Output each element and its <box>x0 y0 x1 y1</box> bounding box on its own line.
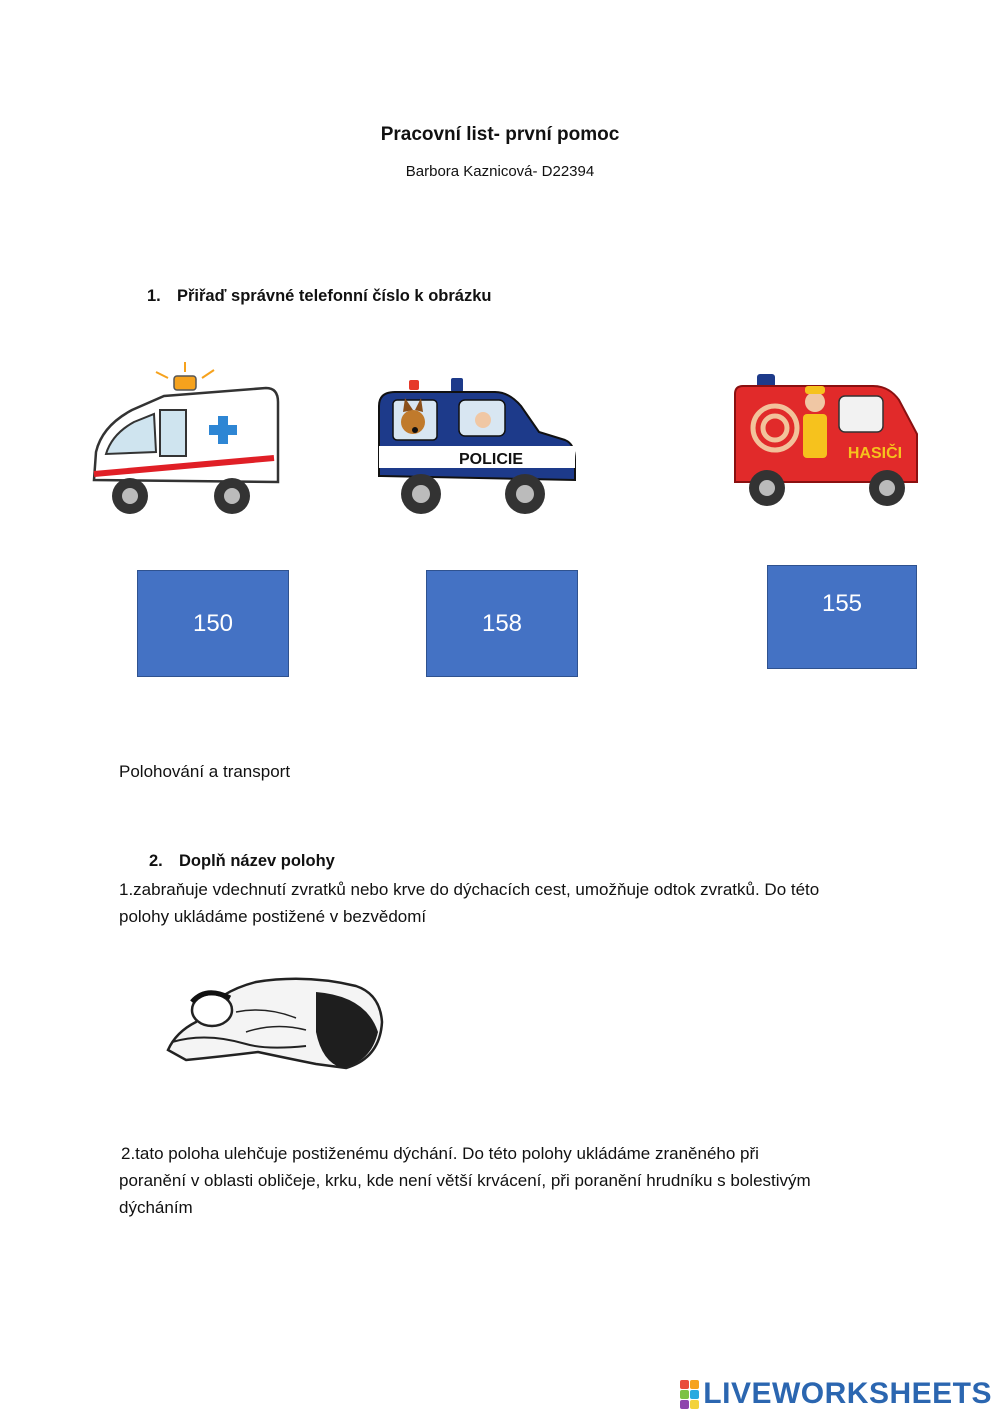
question-2-number: 2. <box>149 852 163 870</box>
police-car-image <box>375 376 580 518</box>
number-box-1[interactable]: 150 <box>137 570 289 677</box>
item-2-line: dýcháním <box>119 1198 193 1217</box>
question-1-heading <box>147 287 491 306</box>
question-2-heading <box>149 852 335 871</box>
page-title: Pracovní list- první pomoc <box>380 124 620 145</box>
item-2-line: 2.tato poloha ulehčuje postiženému dýchání. Do této polohy ukládáme zraněného při <box>121 1144 759 1163</box>
police-label: POLICIE <box>458 451 524 468</box>
question-1-number: 1. <box>147 287 161 305</box>
number-box-3[interactable]: 155 <box>767 565 917 669</box>
author-line: Barbora Kaznicová- D22394 <box>405 163 595 180</box>
fire-truck-image <box>733 372 921 508</box>
logo-text: LIVEWORKSHEETS <box>703 1377 992 1410</box>
question-2-text: Doplň název polohy <box>179 852 335 870</box>
item-1-description <box>119 876 919 930</box>
number-box-2[interactable]: 158 <box>426 570 578 677</box>
liveworksheets-logo <box>680 1377 992 1411</box>
item-2-line: poranění v oblasti obličeje, krku, kde není větší krvácení, při poranění hrudníku s bolestivým <box>119 1171 811 1190</box>
ambulance-light-icon <box>156 362 214 390</box>
ambulance-image <box>84 362 284 518</box>
item-1-line: polohy ukládáme postižené v bezvědomí <box>119 907 427 926</box>
item-2-description <box>119 1140 919 1221</box>
recovery-position-image <box>166 972 384 1072</box>
firefighter-icon <box>803 386 827 458</box>
fire-label: HASIČI <box>847 445 903 462</box>
logo-grid-icon <box>680 1380 699 1409</box>
question-1-text: Přiřaď správné telefonní číslo k obrázku <box>177 287 492 305</box>
item-1-line: 1.zabraňuje vdechnutí zvratků nebo krve do dýchacích cest, umožňuje odtok zvratků. Do této <box>119 880 820 899</box>
section-title: Polohování a transport <box>119 762 291 781</box>
